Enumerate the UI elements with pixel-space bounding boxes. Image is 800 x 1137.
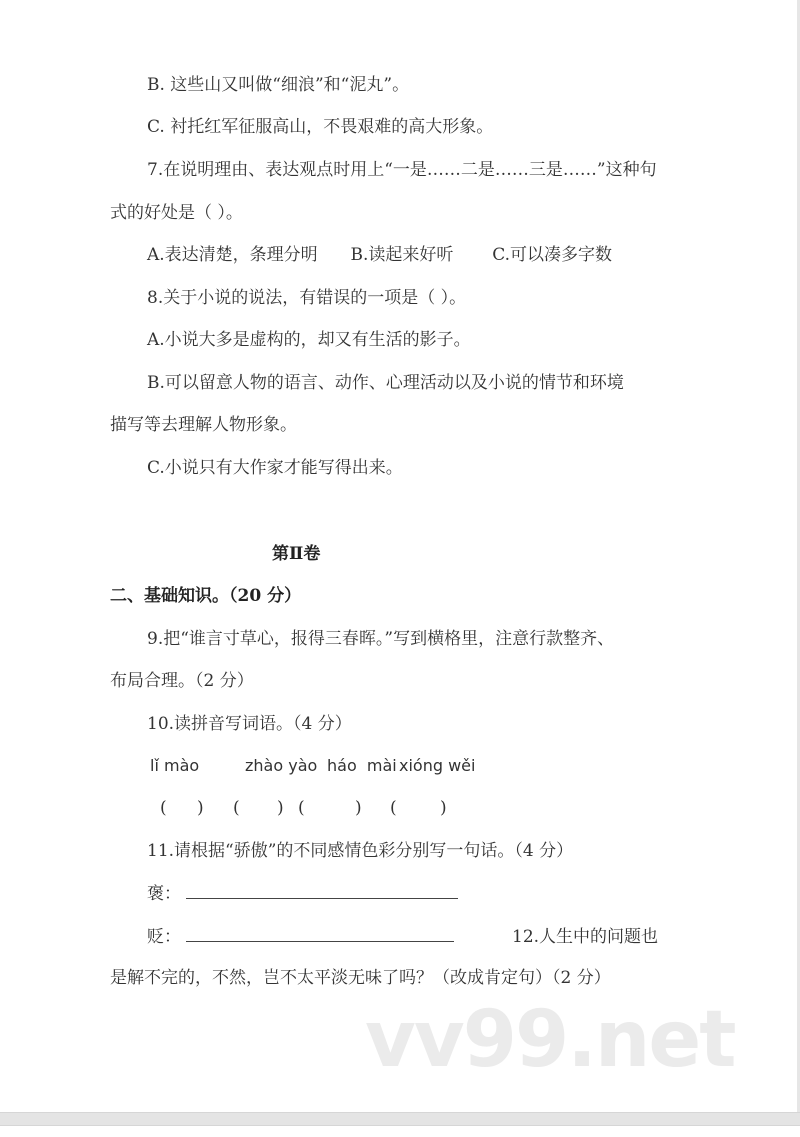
pinyin-4: xióng wěi bbox=[399, 756, 476, 775]
q11-stem: 11.请根据“骄傲”的不同感情色彩分别写一句话。（4 分） bbox=[147, 841, 574, 861]
q6-option-b: B. 这些山又叫做“细浪”和“泥丸”。 bbox=[147, 75, 410, 95]
q8-option-b-line2: 描写等去理解人物形象。 bbox=[110, 415, 297, 435]
praise-label: 褒： bbox=[147, 884, 181, 904]
q8-option-c: C.小说只有大作家才能写得出来。 bbox=[147, 458, 403, 478]
section-heading: 二、基础知识。（20 分） bbox=[110, 586, 302, 606]
q7-stem-line2: 式的好处是（ ）。 bbox=[110, 203, 243, 223]
pinyin-2: zhào yào bbox=[245, 756, 318, 775]
pinyin-1: lǐ mào bbox=[150, 756, 200, 775]
blank-3-open: ( bbox=[298, 798, 305, 818]
q10-stem: 10.读拼音写词语。（4 分） bbox=[147, 714, 352, 734]
watermark: vv99.net bbox=[365, 995, 735, 1085]
derogatory-answer-line[interactable] bbox=[186, 927, 454, 942]
q7-option-c: C.可以凑多字数 bbox=[492, 245, 613, 265]
q7-option-a: A.表达清楚，条理分明 bbox=[147, 245, 318, 265]
q7-stem-line1: 7.在说明理由、表达观点时用上“一是……二是……三是……”这种句 bbox=[147, 160, 657, 180]
q10-pinyin-row bbox=[150, 755, 475, 777]
blank-2-close: ) bbox=[277, 798, 284, 818]
blank-1-open: ( bbox=[160, 798, 167, 818]
q9-line1: 9.把“谁言寸草心，报得三春晖。”写到横格里，注意行款整齐、 bbox=[147, 629, 615, 649]
blank-3-close: ) bbox=[355, 798, 362, 818]
q12-line2: 是解不完的，不然，岂不太平淡无味了吗？（改成肯定句）（2 分） bbox=[110, 968, 611, 988]
q8-option-b-line1: B.可以留意人物的语言、动作、心理活动以及小说的情节和环境 bbox=[147, 373, 624, 393]
derogatory-label: 贬： bbox=[147, 927, 181, 947]
blank-4-close: ) bbox=[440, 798, 447, 818]
q9-line2: 布局合理。（2 分） bbox=[110, 671, 254, 691]
q11-derogatory-row bbox=[147, 926, 454, 948]
q8-stem: 8.关于小说的说法，有错误的一项是（ ）。 bbox=[147, 288, 467, 308]
pinyin-3: háo mài bbox=[327, 756, 397, 775]
q7-option-b: B.读起来好听 bbox=[350, 245, 454, 265]
q8-option-a: A.小说大多是虚构的，却又有生活的影子。 bbox=[147, 330, 471, 350]
q11-praise-row bbox=[147, 883, 458, 905]
q7-options bbox=[147, 244, 612, 266]
q12-line1: 12.人生中的问题也 bbox=[512, 927, 659, 947]
next-page-edge bbox=[0, 1126, 800, 1137]
q6-option-c: C. 衬托红军征服高山，不畏艰难的高大形象。 bbox=[147, 117, 494, 137]
blank-1-close: ) bbox=[197, 798, 204, 818]
blank-2-open: ( bbox=[233, 798, 240, 818]
q10-answer-blanks bbox=[0, 797, 800, 819]
volume-title: 第Ⅱ卷 bbox=[272, 544, 321, 564]
praise-answer-line[interactable] bbox=[186, 884, 458, 899]
blank-4-open: ( bbox=[390, 798, 397, 818]
page-separator bbox=[0, 1112, 800, 1126]
